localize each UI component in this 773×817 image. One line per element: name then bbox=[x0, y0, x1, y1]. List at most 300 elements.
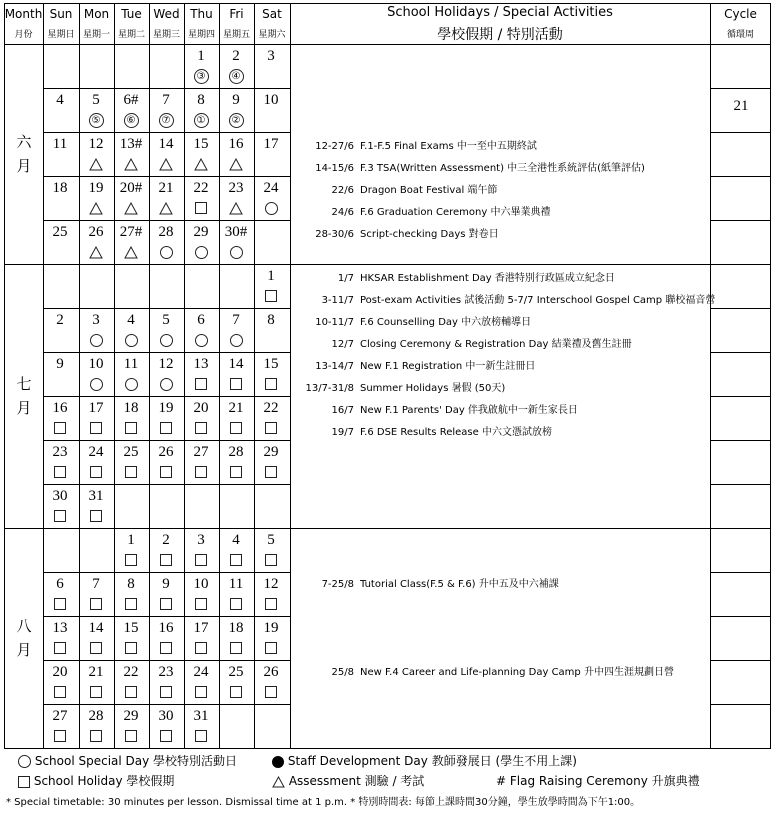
day-number: 21 bbox=[88, 664, 104, 680]
grid-line bbox=[710, 660, 771, 661]
grid-line bbox=[43, 704, 291, 705]
day-symbol bbox=[149, 552, 183, 568]
circle-icon bbox=[230, 334, 243, 347]
day-symbol bbox=[219, 156, 253, 172]
day-number: 8 bbox=[127, 576, 135, 592]
square-icon bbox=[230, 598, 242, 610]
day-number: 21 bbox=[158, 180, 174, 196]
day-symbol bbox=[219, 332, 253, 348]
day-number: 5 bbox=[267, 532, 275, 548]
day-number: 6 bbox=[197, 312, 205, 328]
day-symbol bbox=[114, 640, 148, 656]
day-number: 28 bbox=[228, 444, 244, 460]
square-icon bbox=[125, 642, 137, 654]
triangle-icon bbox=[229, 158, 243, 171]
header-day-en: Wed bbox=[153, 7, 180, 21]
square-icon bbox=[230, 466, 242, 478]
square-icon bbox=[160, 686, 172, 698]
day-symbol bbox=[184, 464, 218, 480]
square-icon bbox=[195, 686, 207, 698]
day-number: 23 bbox=[228, 180, 244, 196]
day-number: 16 bbox=[158, 620, 174, 636]
grid-line bbox=[710, 88, 771, 89]
day-number: 22 bbox=[123, 664, 139, 680]
day-number: 30 bbox=[52, 488, 68, 504]
day-symbol bbox=[114, 728, 148, 744]
day-symbol bbox=[114, 596, 148, 612]
day-number: 7 bbox=[92, 576, 100, 592]
day-number: 17 bbox=[88, 400, 104, 416]
square-icon bbox=[230, 554, 242, 566]
day-number: 24 bbox=[263, 180, 279, 196]
grid-line bbox=[710, 176, 771, 177]
header-day-zh: 星期四 bbox=[187, 30, 215, 40]
day-number: 20 bbox=[193, 400, 209, 416]
day-symbol bbox=[79, 464, 113, 480]
day-number: 30 bbox=[158, 708, 174, 724]
cycle-day-icon: ④ bbox=[229, 69, 244, 84]
activity-item bbox=[288, 269, 615, 284]
day-number: 13 bbox=[52, 620, 68, 636]
circle-icon bbox=[125, 334, 138, 347]
day-number: 9 bbox=[232, 92, 240, 108]
day-number: 19 bbox=[88, 180, 104, 196]
square-icon bbox=[160, 642, 172, 654]
grid-line bbox=[710, 572, 771, 573]
square-icon bbox=[195, 598, 207, 610]
triangle-icon bbox=[89, 246, 103, 259]
activity-text: New F.1 Registration 中一新生註冊日 bbox=[360, 361, 536, 372]
header-day-zh: 星期日 bbox=[47, 30, 75, 40]
day-symbol bbox=[79, 156, 113, 172]
day-number: 26 bbox=[263, 664, 279, 680]
day-number: 19 bbox=[158, 400, 174, 416]
grid-line bbox=[710, 616, 771, 617]
square-icon bbox=[230, 422, 242, 434]
day-symbol bbox=[254, 596, 288, 612]
triangle-icon bbox=[89, 158, 103, 171]
grid-line bbox=[43, 88, 291, 89]
day-number: 2 bbox=[56, 312, 64, 328]
square-icon bbox=[230, 378, 242, 390]
day-symbol bbox=[184, 112, 218, 128]
square-icon bbox=[230, 686, 242, 698]
header-day-en: Mon bbox=[83, 7, 110, 21]
square-icon bbox=[160, 730, 172, 742]
day-symbol bbox=[149, 684, 183, 700]
square-icon bbox=[195, 730, 207, 742]
day-symbol bbox=[254, 200, 288, 216]
square-icon bbox=[18, 776, 30, 788]
day-number: 30# bbox=[224, 224, 248, 240]
legend-holiday: School Holiday 學校假期 bbox=[18, 772, 174, 789]
circle-icon bbox=[90, 378, 103, 391]
activity-item bbox=[288, 313, 531, 328]
grid-line bbox=[710, 704, 771, 705]
activity-date: 7-25/8 bbox=[321, 579, 354, 590]
square-icon bbox=[125, 598, 137, 610]
day-number: 3 bbox=[197, 532, 205, 548]
day-number: 1 bbox=[267, 268, 275, 284]
grid-line bbox=[710, 396, 771, 397]
day-number: 1 bbox=[127, 532, 135, 548]
square-icon bbox=[265, 598, 277, 610]
day-symbol bbox=[149, 156, 183, 172]
day-symbol bbox=[43, 684, 77, 700]
square-icon bbox=[160, 466, 172, 478]
activity-date: 24/6 bbox=[331, 207, 354, 218]
day-symbol bbox=[219, 684, 253, 700]
grid-line bbox=[710, 440, 771, 441]
activity-item bbox=[288, 379, 505, 394]
square-icon bbox=[230, 642, 242, 654]
day-number: 8 bbox=[197, 92, 205, 108]
day-number: 18 bbox=[123, 400, 139, 416]
activity-date: 19/7 bbox=[331, 427, 354, 438]
day-number: 4 bbox=[127, 312, 135, 328]
square-icon bbox=[125, 730, 137, 742]
activity-date: 25/8 bbox=[331, 667, 354, 678]
day-number: 17 bbox=[193, 620, 209, 636]
day-symbol bbox=[114, 112, 148, 128]
day-symbol bbox=[184, 552, 218, 568]
day-number: 10 bbox=[88, 356, 104, 372]
day-symbol bbox=[184, 728, 218, 744]
day-number: 16 bbox=[228, 136, 244, 152]
day-number: 28 bbox=[88, 708, 104, 724]
activity-text: New F.1 Parents' Day 伴我啟航中一新生家長日 bbox=[360, 405, 578, 416]
square-icon bbox=[160, 422, 172, 434]
grid-line bbox=[710, 220, 771, 221]
day-number: 1 bbox=[197, 48, 205, 64]
day-symbol bbox=[149, 420, 183, 436]
activity-date: 12-27/6 bbox=[315, 141, 354, 152]
header-cycle-en: Cycle bbox=[724, 7, 757, 21]
grid-line bbox=[43, 572, 291, 573]
header-day-zh: 星期五 bbox=[222, 30, 250, 40]
day-number: 6# bbox=[123, 92, 139, 108]
day-symbol bbox=[184, 640, 218, 656]
grid-line bbox=[710, 3, 711, 749]
circle-icon bbox=[265, 202, 278, 215]
day-symbol bbox=[219, 376, 253, 392]
day-symbol bbox=[79, 508, 113, 524]
activity-text: F.6 Graduation Ceremony 中六畢業典禮 bbox=[360, 207, 551, 218]
activity-date: 22/6 bbox=[331, 185, 354, 196]
square-icon bbox=[265, 466, 277, 478]
day-number: 31 bbox=[193, 708, 209, 724]
activity-text: Summer Holidays 暑假 (50天) bbox=[360, 383, 506, 394]
cycle-day-icon: ⑥ bbox=[124, 113, 139, 128]
day-symbol bbox=[149, 244, 183, 260]
activity-item bbox=[288, 203, 550, 218]
day-number: 24 bbox=[88, 444, 104, 460]
day-symbol bbox=[254, 684, 288, 700]
header-day-zh: 星期一 bbox=[82, 30, 110, 40]
square-icon bbox=[195, 466, 207, 478]
day-symbol bbox=[43, 508, 77, 524]
day-number: 17 bbox=[263, 136, 279, 152]
square-icon bbox=[90, 642, 102, 654]
header-day-zh: 星期三 bbox=[152, 30, 180, 40]
day-number: 12 bbox=[158, 356, 174, 372]
activity-item bbox=[288, 159, 645, 174]
day-symbol bbox=[149, 200, 183, 216]
square-icon bbox=[54, 598, 66, 610]
day-number: 5 bbox=[162, 312, 170, 328]
square-icon bbox=[195, 378, 207, 390]
square-icon bbox=[265, 554, 277, 566]
triangle-icon bbox=[159, 158, 173, 171]
grid-line bbox=[43, 440, 291, 441]
day-number: 11 bbox=[123, 356, 139, 372]
activity-item bbox=[288, 225, 499, 240]
header-month-en: Month bbox=[4, 7, 43, 21]
grid-line bbox=[43, 396, 291, 397]
day-symbol bbox=[184, 200, 218, 216]
day-symbol bbox=[43, 640, 77, 656]
day-symbol bbox=[79, 420, 113, 436]
activity-date: 14-15/6 bbox=[315, 163, 354, 174]
grid-line bbox=[43, 352, 291, 353]
square-icon bbox=[54, 642, 66, 654]
day-symbol bbox=[219, 464, 253, 480]
day-number: 25 bbox=[228, 664, 244, 680]
day-symbol bbox=[149, 332, 183, 348]
day-number: 23 bbox=[158, 664, 174, 680]
day-symbol bbox=[184, 68, 218, 84]
cycle-day-icon: ③ bbox=[194, 69, 209, 84]
day-number: 9 bbox=[56, 356, 64, 372]
activity-date: 1/7 bbox=[337, 273, 354, 284]
day-symbol bbox=[184, 420, 218, 436]
circle-icon bbox=[230, 246, 243, 259]
day-number: 11 bbox=[228, 576, 244, 592]
triangle-icon bbox=[124, 202, 138, 215]
day-number: 2 bbox=[232, 48, 240, 64]
day-symbol bbox=[114, 464, 148, 480]
day-symbol bbox=[79, 596, 113, 612]
activity-text: F.1-F.5 Final Exams 中一至中五期終試 bbox=[360, 141, 537, 152]
triangle-icon bbox=[124, 158, 138, 171]
day-number: 27 bbox=[52, 708, 68, 724]
square-icon bbox=[160, 598, 172, 610]
legend-special-day: School Special Day 學校特別活動日 bbox=[18, 752, 237, 769]
activity-text: F.6 Counselling Day 中六放榜輔導日 bbox=[360, 317, 532, 328]
day-symbol bbox=[184, 684, 218, 700]
day-symbol bbox=[43, 728, 77, 744]
day-symbol bbox=[184, 244, 218, 260]
day-symbol bbox=[254, 420, 288, 436]
square-icon bbox=[90, 730, 102, 742]
day-symbol bbox=[219, 68, 253, 84]
day-symbol bbox=[219, 596, 253, 612]
day-symbol bbox=[219, 244, 253, 260]
square-icon bbox=[265, 642, 277, 654]
square-icon bbox=[90, 686, 102, 698]
day-symbol bbox=[219, 420, 253, 436]
day-number: 13 bbox=[193, 356, 209, 372]
grid-line bbox=[43, 660, 291, 661]
grid-line bbox=[43, 220, 291, 221]
month-label: 七 月 bbox=[16, 375, 32, 417]
square-icon bbox=[125, 422, 137, 434]
day-symbol bbox=[79, 376, 113, 392]
day-number: 18 bbox=[228, 620, 244, 636]
day-number: 6 bbox=[56, 576, 64, 592]
square-icon bbox=[125, 686, 137, 698]
day-number: 18 bbox=[52, 180, 68, 196]
square-icon bbox=[125, 466, 137, 478]
day-number: 26 bbox=[158, 444, 174, 460]
grid-line bbox=[43, 308, 291, 309]
circle-icon bbox=[195, 334, 208, 347]
activity-text: Dragon Boat Festival 端午節 bbox=[360, 185, 498, 196]
day-symbol bbox=[254, 640, 288, 656]
day-symbol bbox=[184, 332, 218, 348]
day-symbol bbox=[254, 552, 288, 568]
day-symbol bbox=[114, 332, 148, 348]
activity-date: 12/7 bbox=[331, 339, 354, 350]
day-number: 24 bbox=[193, 664, 209, 680]
header-day-en: Sat bbox=[262, 7, 282, 21]
circle-icon bbox=[195, 246, 208, 259]
header-month-zh: 月份 bbox=[14, 30, 33, 40]
activity-date: 13/7-31/8 bbox=[305, 383, 354, 394]
circle-icon bbox=[90, 334, 103, 347]
square-icon bbox=[265, 422, 277, 434]
grid-line bbox=[4, 528, 771, 529]
legend-staff-day: Staff Development Day 教師發展日 (學生不用上課) bbox=[272, 752, 577, 769]
triangle-icon bbox=[89, 202, 103, 215]
day-symbol bbox=[79, 112, 113, 128]
activity-item bbox=[288, 401, 578, 416]
cycle-day-icon: ⑦ bbox=[159, 113, 174, 128]
grid-line bbox=[4, 748, 771, 749]
day-number: 31 bbox=[88, 488, 104, 504]
day-number: 26 bbox=[88, 224, 104, 240]
day-number: 29 bbox=[123, 708, 139, 724]
day-symbol bbox=[219, 112, 253, 128]
day-number: 29 bbox=[193, 224, 209, 240]
day-number: 2 bbox=[162, 532, 170, 548]
day-symbol bbox=[114, 200, 148, 216]
day-number: 8 bbox=[267, 312, 275, 328]
day-symbol bbox=[79, 640, 113, 656]
day-symbol bbox=[254, 464, 288, 480]
month-label: 八 月 bbox=[16, 617, 32, 659]
triangle-icon bbox=[194, 158, 208, 171]
day-symbol bbox=[79, 200, 113, 216]
activity-text: F.6 DSE Results Release 中六文憑試放榜 bbox=[360, 427, 552, 438]
day-number: 27# bbox=[119, 224, 143, 240]
day-symbol bbox=[114, 244, 148, 260]
day-number: 14 bbox=[158, 136, 174, 152]
activity-text: F.3 TSA(Written Assessment) 中三全港性系統評估(紙筆評估) bbox=[360, 163, 645, 174]
square-icon bbox=[195, 202, 207, 214]
grid-line bbox=[290, 3, 291, 749]
activity-date: 10-11/7 bbox=[315, 317, 354, 328]
activity-item bbox=[288, 663, 674, 678]
day-number: 3 bbox=[267, 48, 275, 64]
activity-date: 3-11/7 bbox=[321, 295, 354, 306]
day-symbol bbox=[43, 420, 77, 436]
square-icon bbox=[265, 290, 277, 302]
triangle-icon bbox=[272, 776, 285, 788]
cycle-day-icon: ② bbox=[229, 113, 244, 128]
header-day-zh: 星期二 bbox=[117, 30, 145, 40]
day-symbol bbox=[149, 376, 183, 392]
day-symbol bbox=[149, 596, 183, 612]
triangle-icon bbox=[159, 202, 173, 215]
day-number: 4 bbox=[232, 532, 240, 548]
day-number: 21 bbox=[228, 400, 244, 416]
day-number: 20# bbox=[119, 180, 143, 196]
triangle-icon bbox=[229, 202, 243, 215]
activity-text: Closing Ceremony & Registration Day 結業禮及舊生註冊 bbox=[360, 339, 632, 350]
filled-circle-icon bbox=[272, 756, 284, 768]
day-symbol bbox=[79, 244, 113, 260]
header-day-en: Fri bbox=[229, 7, 244, 21]
day-symbol bbox=[43, 464, 77, 480]
legend-assessment: Assessment 測驗 / 考試 bbox=[272, 772, 424, 789]
day-number: 14 bbox=[88, 620, 104, 636]
header-day-en: Thu bbox=[190, 7, 213, 21]
grid-line bbox=[4, 264, 771, 265]
grid-line bbox=[43, 616, 291, 617]
day-symbol bbox=[184, 376, 218, 392]
activity-item bbox=[288, 181, 497, 196]
day-number: 20 bbox=[52, 664, 68, 680]
square-icon bbox=[265, 378, 277, 390]
activity-item bbox=[288, 575, 559, 590]
month-label: 六 月 bbox=[16, 133, 32, 175]
day-number: 29 bbox=[263, 444, 279, 460]
activity-item bbox=[288, 137, 537, 152]
header-day-en: Sun bbox=[49, 7, 73, 21]
day-number: 16 bbox=[52, 400, 68, 416]
day-number: 15 bbox=[123, 620, 139, 636]
day-number: 25 bbox=[123, 444, 139, 460]
grid-line bbox=[43, 132, 291, 133]
circle-icon bbox=[125, 378, 138, 391]
activity-date: 28-30/6 bbox=[315, 229, 354, 240]
square-icon bbox=[90, 510, 102, 522]
grid-line bbox=[710, 308, 771, 309]
square-icon bbox=[160, 554, 172, 566]
day-symbol bbox=[219, 552, 253, 568]
grid-line bbox=[43, 176, 291, 177]
day-symbol bbox=[184, 156, 218, 172]
day-number: 19 bbox=[263, 620, 279, 636]
day-symbol bbox=[79, 728, 113, 744]
day-number: 15 bbox=[193, 136, 209, 152]
circle-icon bbox=[160, 246, 173, 259]
day-number: 7 bbox=[162, 92, 170, 108]
day-symbol bbox=[114, 156, 148, 172]
grid-line bbox=[4, 3, 771, 4]
day-symbol bbox=[114, 684, 148, 700]
grid-line bbox=[710, 484, 771, 485]
day-number: 15 bbox=[263, 356, 279, 372]
grid-line bbox=[710, 352, 771, 353]
day-symbol bbox=[254, 376, 288, 392]
square-icon bbox=[265, 686, 277, 698]
activity-text: Script-checking Days 對卷日 bbox=[360, 229, 499, 240]
activity-item bbox=[288, 291, 715, 306]
day-symbol bbox=[149, 728, 183, 744]
square-icon bbox=[54, 730, 66, 742]
